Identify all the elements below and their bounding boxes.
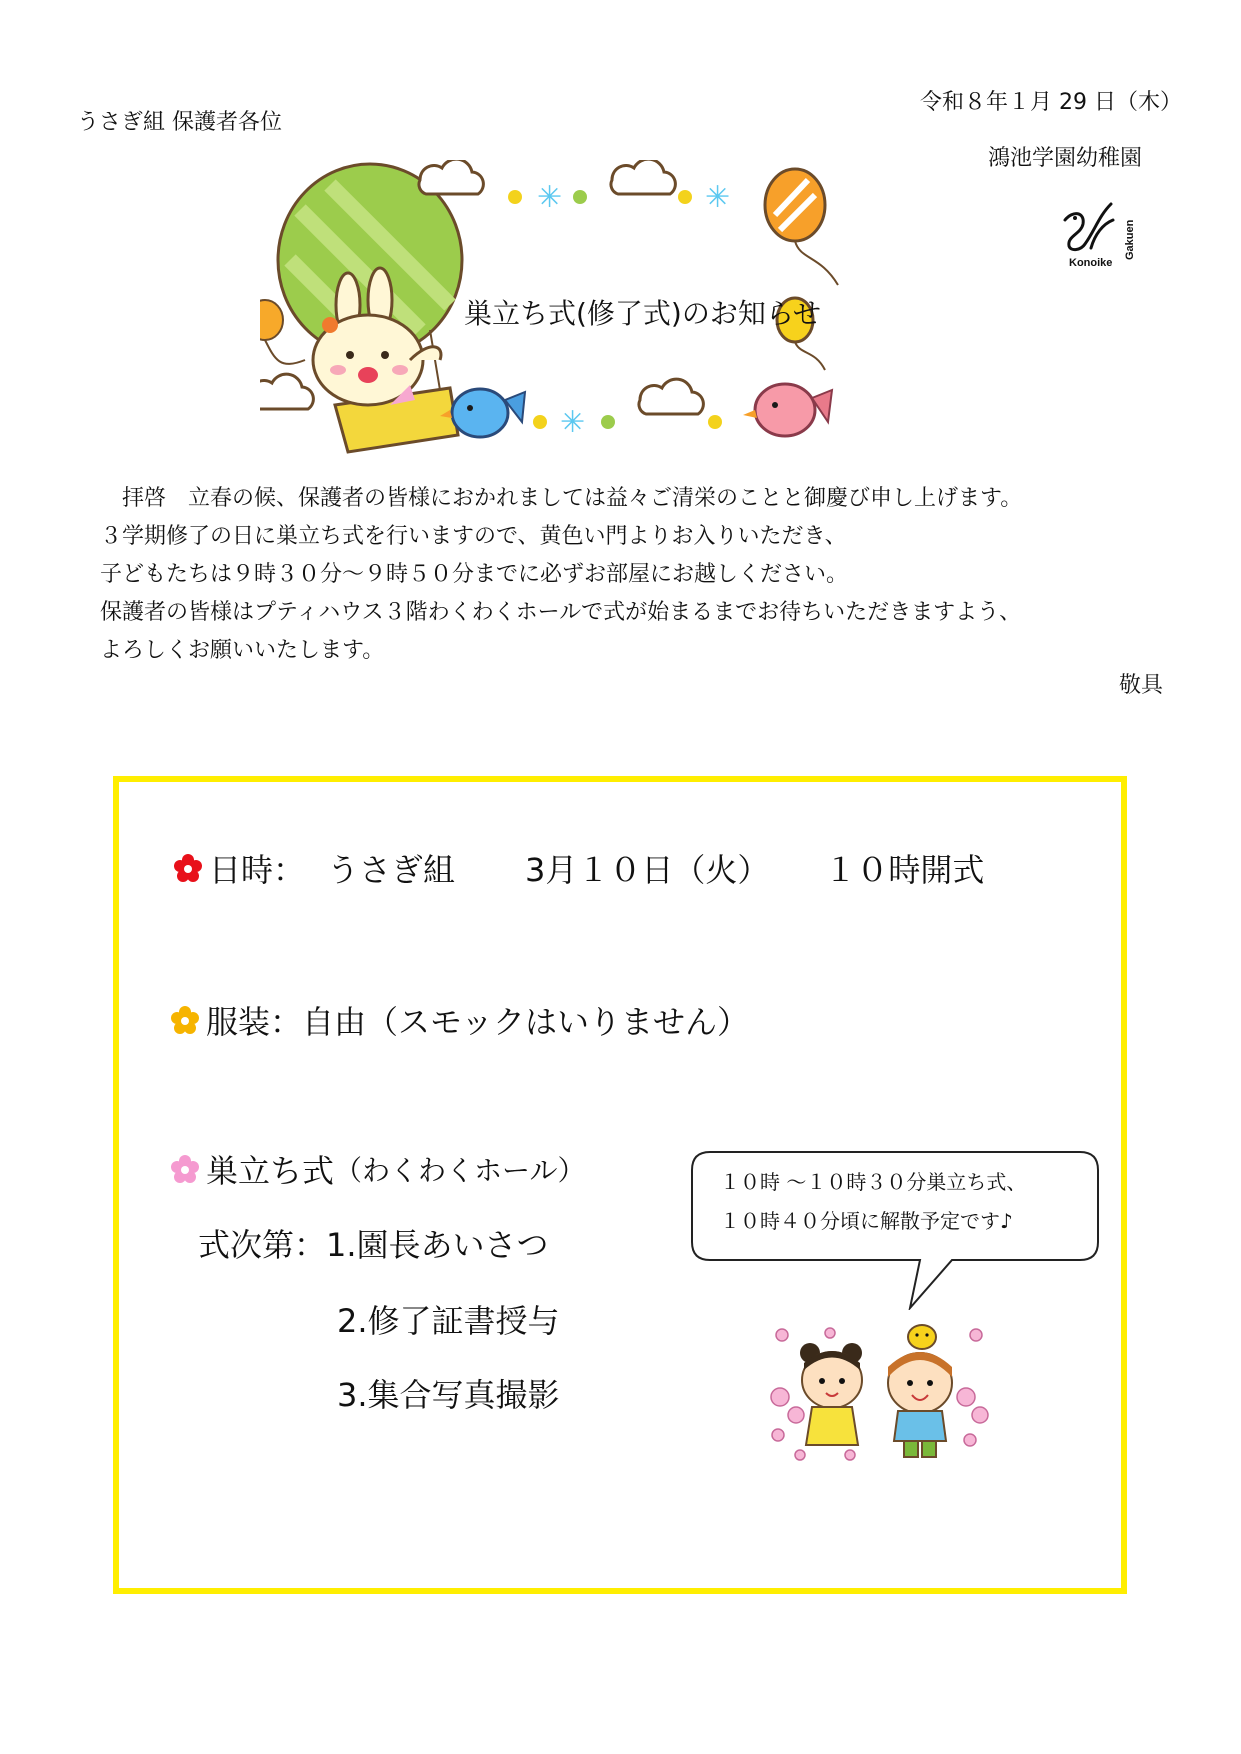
school-name: 鴻池学園幼稚園 [988,146,1143,171]
svg-text:✳: ✳ [705,180,731,215]
ceremony-row [170,1146,585,1192]
orange-flower-icon [170,1005,200,1035]
ceremony-date: 3月１０日（火） [525,851,770,889]
datetime-label: 日時： [209,851,306,889]
ceremony-place: （わくわくホール） [334,1154,586,1187]
datetime-row [173,845,984,891]
greeting-body [100,480,1200,670]
svg-text:✳: ✳ [560,405,586,440]
program-item: 2.修了証書授与 [337,1302,560,1340]
school-logo [1055,190,1155,270]
program-item-row [337,1296,560,1342]
addressee: うさぎ組 保護者各位 [77,110,282,135]
greeting-line: 拝啓 立春の候、保護者の皆様におかれましては益々ご清栄のことと御慶び申し上げます。 [122,486,1023,511]
greeting-line: よろしくお願いいたします。 [100,638,385,663]
dress-label: 服装： [206,1003,303,1041]
striped-balloon-icon [765,169,838,285]
notice-title: 巣立ち式(修了式)のお知らせ [464,297,822,330]
ceremony-label: 巣立ち式 [206,1152,335,1190]
svg-text:Konoike: Konoike [1069,257,1113,269]
pink-bird-icon [743,384,832,436]
greeting-line: 保護者の皆様はプティハウス３階わくわくホールで式が始まるまでお待ちいただきますよう、 [100,600,1022,625]
greeting-line: 子どもたちは９時３０分〜９時５０分までに必ずお部屋にお越しください。 [100,562,849,587]
chick-icon [908,1325,936,1349]
svg-text:✳: ✳ [537,180,563,215]
pink-flower-icon [170,1154,200,1184]
class-name: うさぎ組 [327,851,456,889]
ceremony-time: １０時開式 [824,851,985,889]
program-row [198,1220,549,1266]
program-item: 3.集合写真撮影 [337,1376,560,1414]
greeting-line: ３学期修了の日に巣立ち式を行いますので、黄色い門よりお入りいただき、 [100,524,847,549]
bubble-line: １０時 〜１０時３０分巣立ち式、 [720,1170,1027,1194]
program-item-row [337,1370,560,1416]
program-item: 1.園長あいさつ [326,1226,549,1264]
program-label: 式次第： [198,1226,327,1264]
girl-icon [800,1343,862,1445]
closing-word: 敬具 [1118,673,1163,698]
bubble-line: １０時４０分頃に解散予定です♪ [720,1209,1013,1233]
dress-value: 自由（スモックはいりません） [302,1003,750,1041]
svg-text:Gakuen: Gakuen [1124,219,1136,260]
red-flower-icon [173,853,203,883]
dress-row [170,997,749,1043]
bubble-text [720,1163,1026,1241]
children-with-flowers-illustration [770,1315,990,1465]
document-date: 令和８年１月 29 日（木） [920,90,1182,115]
boy-icon [888,1352,952,1457]
